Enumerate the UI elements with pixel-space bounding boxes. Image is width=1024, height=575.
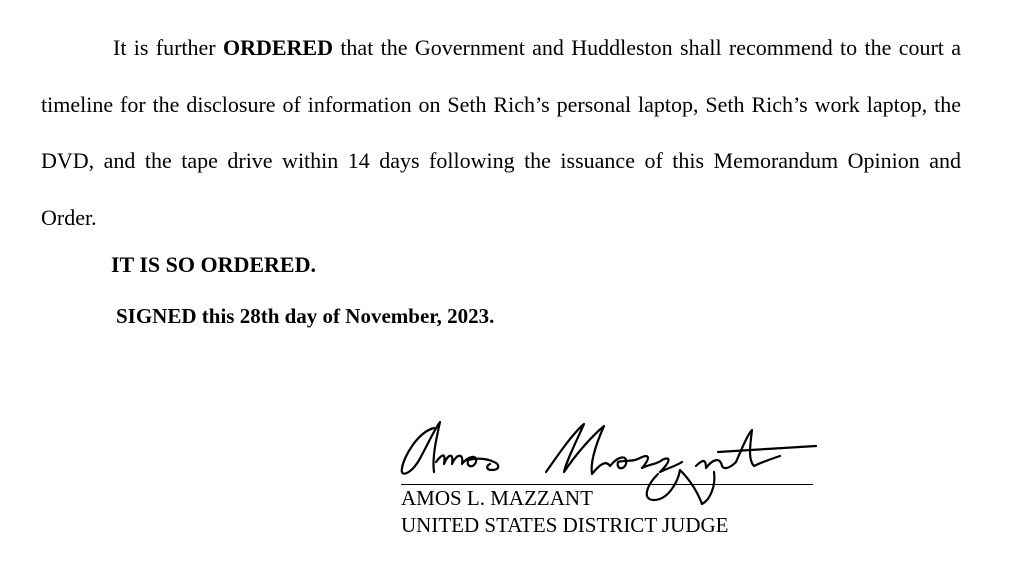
signed-date: SIGNED this 28th day of November, 2023. (116, 304, 495, 328)
paragraph-lead: It is further (113, 35, 223, 60)
judge-title: UNITED STATES DISTRICT JUDGE (401, 513, 729, 537)
signature-line (401, 484, 813, 485)
judge-name: AMOS L. MAZZANT (401, 486, 593, 510)
paragraph-body: that the Government and Huddleston shall recommend to the court a timeline for the disclosure of information on Seth Rich’s personal laptop, Seth Rich’s work laptop, the DVD, and the tape drive within 14 days following the issuance of this Memorandum Opinion and Order. (41, 35, 962, 230)
order-paragraph (41, 20, 961, 246)
paragraph-emphasis: ORDERED (222, 35, 333, 60)
so-ordered-heading: IT IS SO ORDERED. (111, 252, 316, 277)
